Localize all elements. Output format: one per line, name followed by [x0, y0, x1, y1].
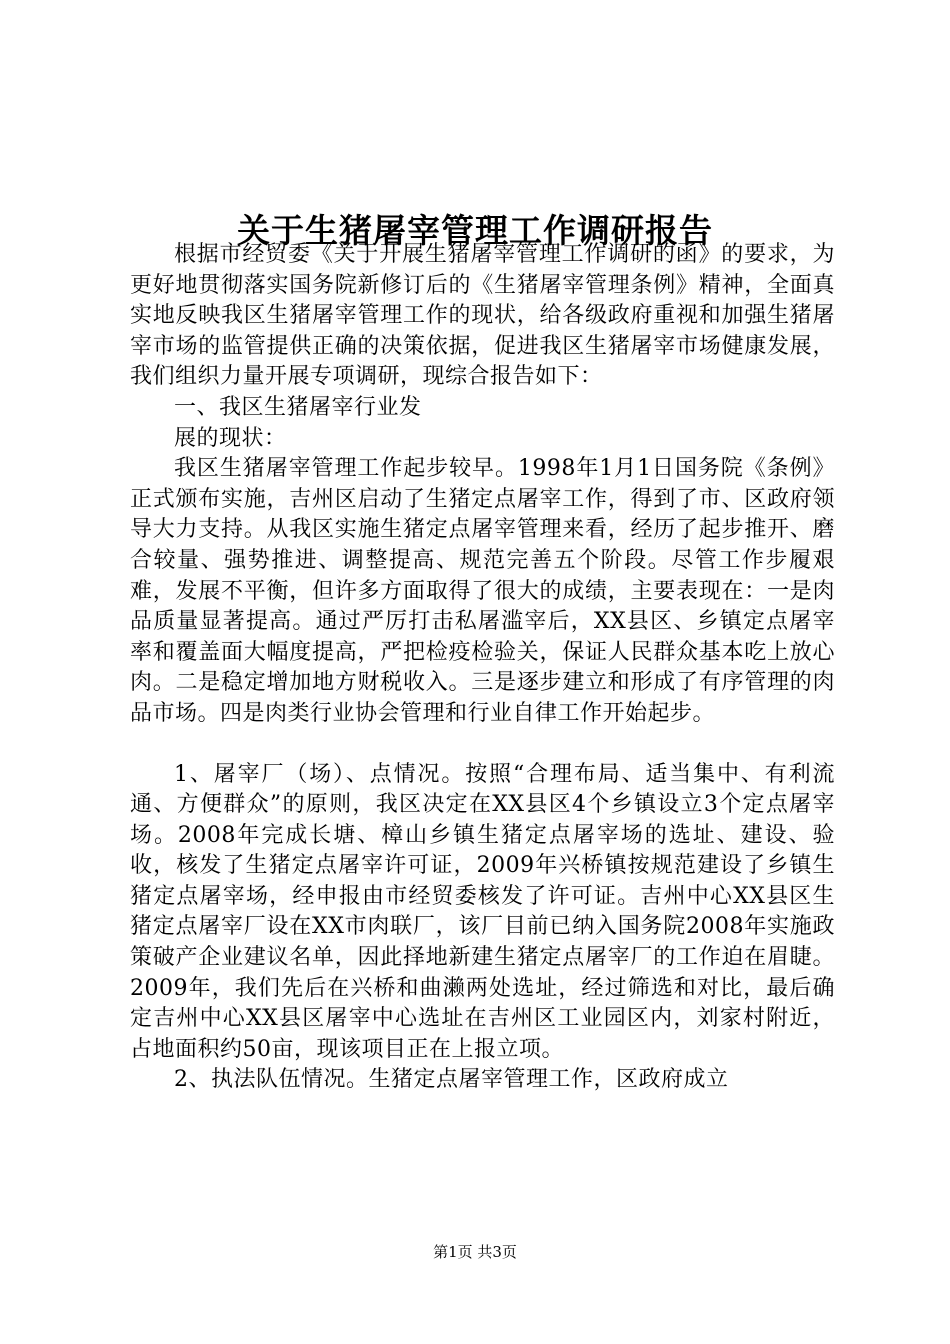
paragraph-intro: 根据市经贸委《关于开展生猪屠宰管理工作调研的函》的要求，为更好地贯彻落实国务院新修订后的《生猪屠宰管理条例》精神，全面真实地反映我区生猪屠宰管理工作的现状，给各级政府重视和加强生猪屠宰市场的监管提供正确的决策依据，促进我区生猪屠宰市场健康发展，我们组织力量开展专项调研，现综合报告如下： — [130, 242, 835, 390]
document-title: 关于生猪屠宰管理工作调研报告 — [237, 211, 713, 251]
section-heading-1: 一、我区生猪屠宰行业发 — [174, 394, 422, 420]
page-footer: 第1页 共3页 — [433, 1243, 517, 1261]
document-body — [130, 240, 835, 1096]
paragraph-status: 我区生猪屠宰管理工作起步较早。1998年1月1日国务院《条例》正式颁布实施，吉州区启动了生猪定点屠宰工作，得到了市、区政府领导大力支持。从我区实施生猪定点屠宰管理来看，经历了起步推开、磨合较量、强势推进、调整提高、规范完善五个阶段。尽管工作步履艰难，发展不平衡，但许多方面取得了很大的成绩，主要表现在：一是肉品质量显著提高。通过严厉打击私屠滥宰后，XX县区、乡镇定点屠宰率和覆盖面大幅度提高，严把检疫检验关，保证人民群众基本吃上放心肉。二是稳定增加地方财税收入。三是逐步建立和形成了有序管理的肉品市场。四是肉类行业协会管理和行业自律工作开始起步。 — [130, 456, 835, 726]
section-heading-1-continued: 展的现状： — [174, 425, 287, 451]
paragraph-slaughterhouses: 1、屠宰厂（场）、点情况。按照“合理布局、适当集中、有利流通、方便群众”的原则，我区决定在XX县区4个乡镇设立3个定点屠宰场。2008年完成长塘、樟山乡镇生猪定点屠宰场的选址、建设、验收，核发了生猪定点屠宰许可证，2009年兴桥镇按规范建设了乡镇生猪定点屠宰场，经申报由市经贸委核发了许可证。吉州中心XX县区生猪定点屠宰厂设在XX市肉联厂，该厂目前已纳入国务院2008年实施政策破产企业建议名单，因此择地新建生猪定点屠宰厂的工作迫在眉睫。2009年，我们先后在兴桥和曲濑两处选址，经过筛选和对比，最后确定吉州中心XX县区屠宰中心选址在吉州区工业园区内，刘家村附近，占地面积约50亩，现该项目正在上报立项。 — [130, 761, 835, 1062]
paragraph-enforcement: 2、执法队伍情况。生猪定点屠宰管理工作，区政府成立 — [174, 1067, 729, 1093]
